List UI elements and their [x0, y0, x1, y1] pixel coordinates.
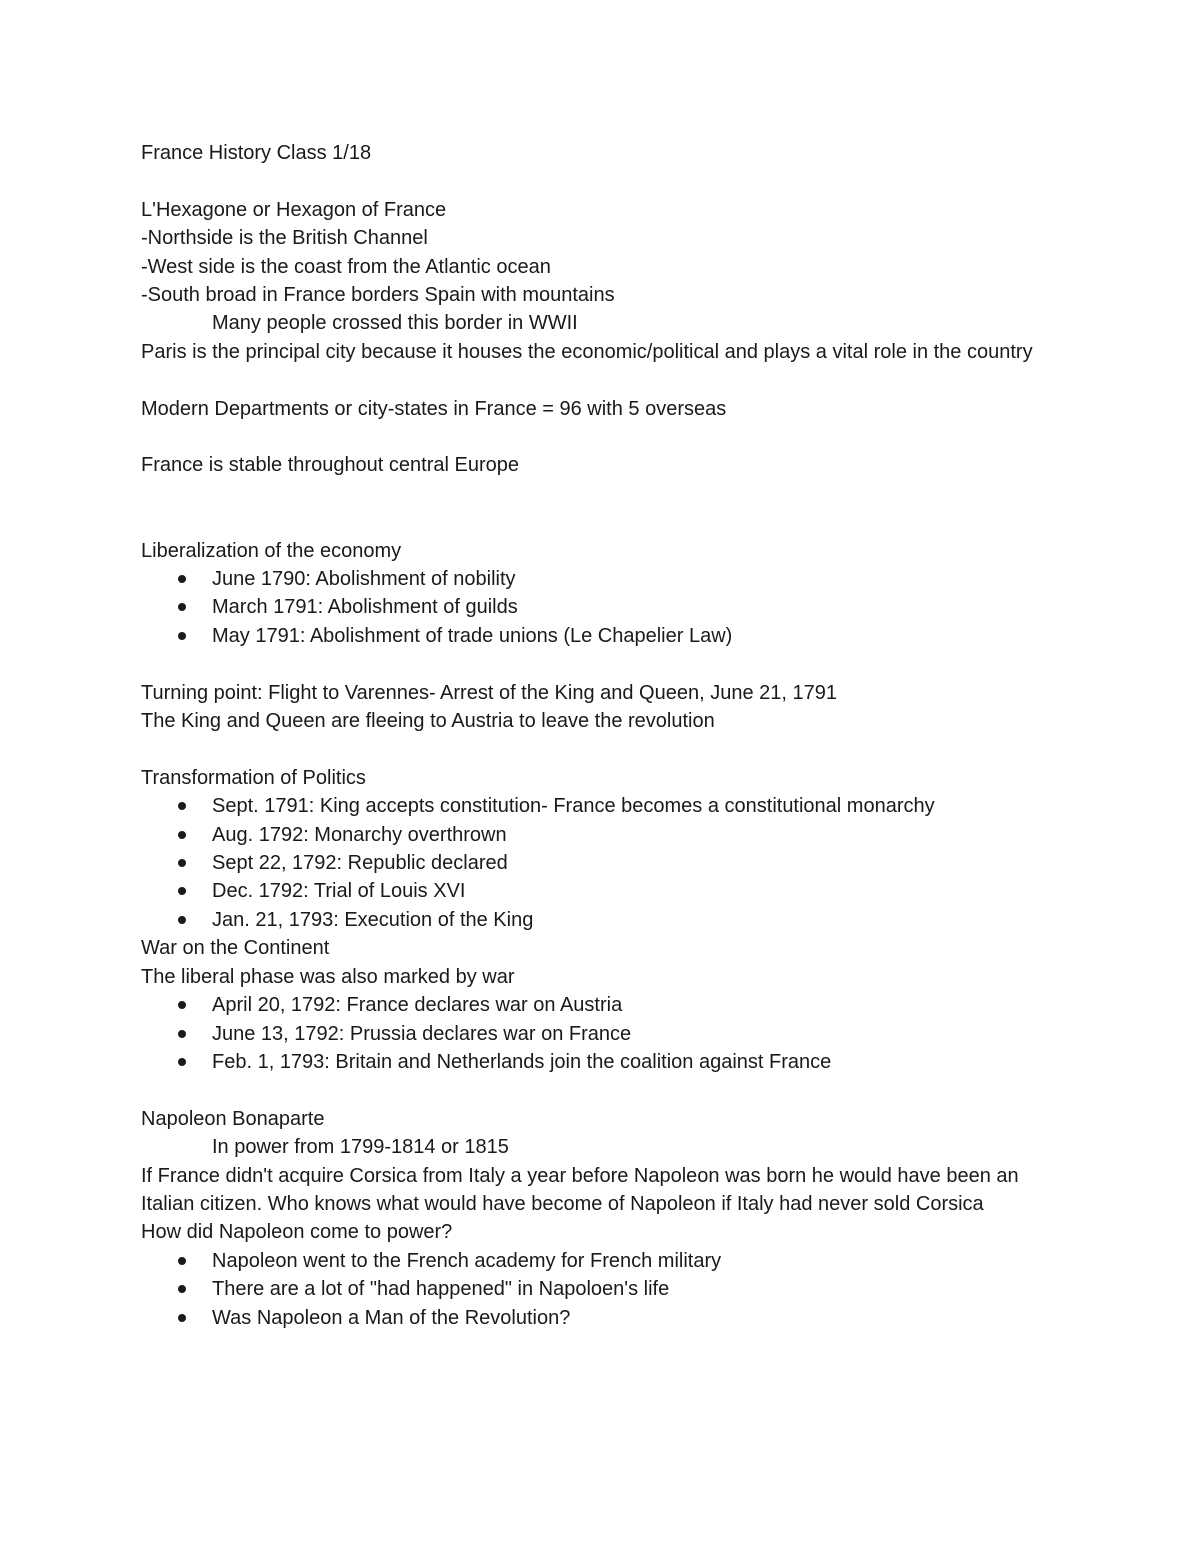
bullet-icon	[178, 1001, 186, 1009]
list-item: Feb. 1, 1793: Britain and Netherlands join the coalition against France	[141, 1048, 1071, 1076]
bullet-icon	[178, 1058, 186, 1066]
list-item: There are a lot of "had happened" in Napoloen's life	[141, 1275, 1071, 1303]
napoleon-power-years: In power from 1799-1814 or 1815	[212, 1136, 509, 1159]
list-item: May 1791: Abolishment of trade unions (Le Chapelier Law)	[141, 622, 1071, 650]
list-item: Sept 22, 1792: Republic declared	[141, 849, 1071, 877]
document-title: France History Class 1/18	[141, 142, 372, 164]
hexagon-line-north: -Northside is the British Channel	[141, 227, 428, 250]
bullet-icon	[178, 1314, 186, 1322]
turning-point-line: Turning point: Flight to Varennes- Arrest of the King and Queen, June 21, 1791	[141, 681, 837, 704]
list-item: April 20, 1792: France declares war on Austria	[141, 991, 1071, 1019]
spacer	[141, 423, 1071, 451]
hexagon-line-south: -South broad in France borders Spain with mountains	[141, 284, 615, 307]
war-list	[141, 991, 1071, 1076]
bullet-icon	[178, 859, 186, 867]
fleeing-line: The King and Queen are fleeing to Austria to leave the revolution	[141, 710, 715, 733]
hexagon-heading: L'Hexagone or Hexagon of France	[141, 198, 447, 221]
liberalization-list	[141, 565, 1071, 650]
bullet-icon	[178, 603, 186, 611]
document-page	[141, 139, 1071, 1332]
spacer	[141, 167, 1071, 195]
list-item: Jan. 21, 1793: Execution of the King	[141, 906, 1071, 934]
hexagon-line-west: -West side is the coast from the Atlantic ocean	[141, 255, 551, 278]
bullet-icon	[178, 632, 186, 640]
war-subheading: The liberal phase was also marked by war	[141, 965, 515, 988]
bullet-icon	[178, 1030, 186, 1038]
bullet-icon	[178, 916, 186, 924]
list-item: Was Napoleon a Man of the Revolution?	[141, 1304, 1071, 1332]
spacer	[141, 650, 1071, 678]
bullet-icon	[178, 575, 186, 583]
liberalization-heading: Liberalization of the economy	[141, 539, 402, 562]
bullet-icon	[178, 1285, 186, 1293]
politics-list	[141, 792, 1071, 934]
napoleon-question: How did Napoleon come to power?	[141, 1221, 453, 1244]
spacer	[141, 366, 1071, 394]
list-item: June 1790: Abolishment of nobility	[141, 565, 1071, 593]
war-heading: War on the Continent	[141, 937, 330, 960]
napoleon-list	[141, 1247, 1071, 1332]
list-item: Napoleon went to the French academy for French military	[141, 1247, 1071, 1275]
list-item: Dec. 1792: Trial of Louis XVI	[141, 877, 1071, 905]
spacer	[141, 1076, 1071, 1104]
spacer	[141, 480, 1071, 537]
spacer	[141, 735, 1071, 763]
list-item: Aug. 1792: Monarchy overthrown	[141, 821, 1071, 849]
list-item: March 1791: Abolishment of guilds	[141, 593, 1071, 621]
bullet-icon	[178, 831, 186, 839]
stable-line: France is stable throughout central Europe	[141, 454, 519, 477]
bullet-icon	[178, 802, 186, 810]
napoleon-heading: Napoleon Bonaparte	[141, 1107, 325, 1130]
departments-line: Modern Departments or city-states in France = 96 with 5 overseas	[141, 397, 727, 420]
list-item: Sept. 1791: King accepts constitution- France becomes a constitutional monarchy	[141, 792, 1071, 820]
list-item: June 13, 1792: Prussia declares war on France	[141, 1020, 1071, 1048]
hexagon-indented-note: Many people crossed this border in WWII	[212, 312, 578, 335]
politics-heading: Transformation of Politics	[141, 766, 366, 789]
bullet-icon	[178, 887, 186, 895]
paris-paragraph: Paris is the principal city because it houses the economic/political and plays a vital role in the country	[141, 340, 1033, 363]
corsica-paragraph: If France didn't acquire Corsica from Italy a year before Napoleon was born he would have been an Italian citizen. Who knows what would have become of Napoleon if Italy had never sold Corsica	[141, 1164, 1025, 1215]
bullet-icon	[178, 1257, 186, 1265]
